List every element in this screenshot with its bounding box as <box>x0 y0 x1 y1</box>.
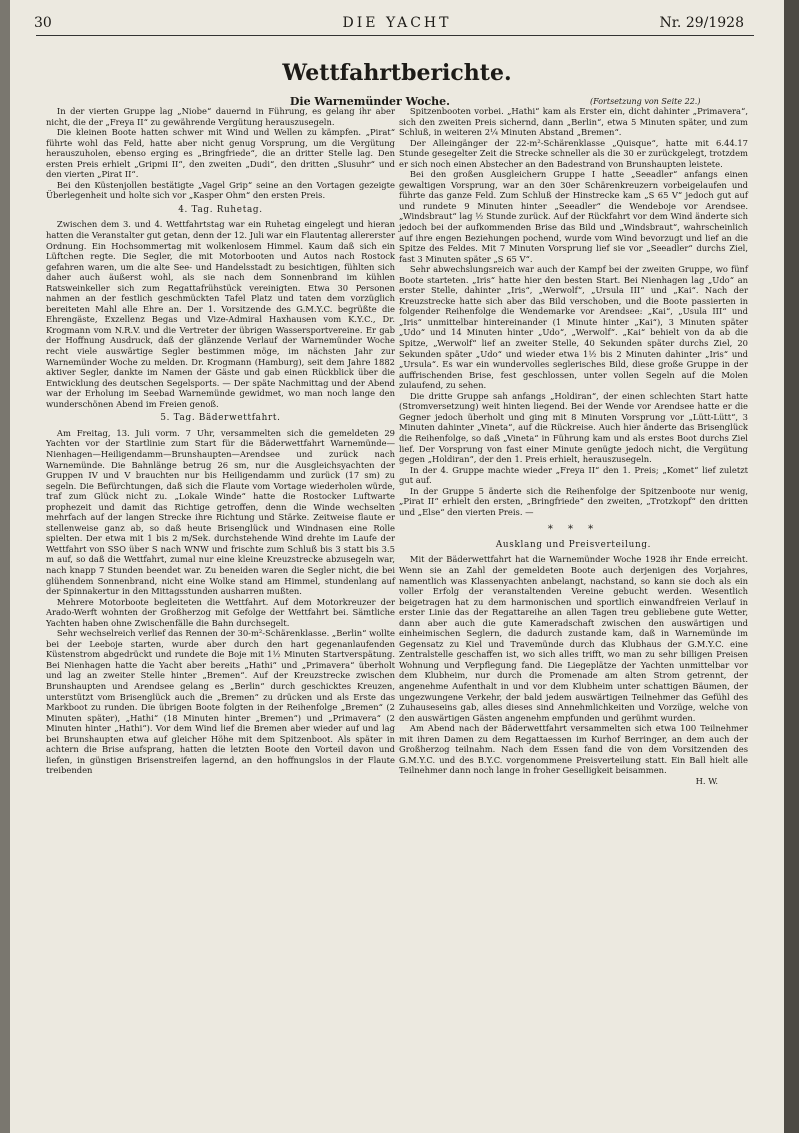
paragraph: Spitzenbooten vorbei. „Hathi“ kam als Erster ein, dicht dahinter „Primavera“, sich den zweiten Preis sichernd, dann „Berlin“, etwa 5 Minuten später, und zum Schluß, in weiteren 2¼ Minuten Abstand „Bremen“. <box>399 106 748 138</box>
issue-number: Nr. 29/1928 <box>659 15 744 31</box>
left-column <box>46 106 395 776</box>
paragraph: Am Freitag, 13. Juli vorm. 7 Uhr, versammelten sich die gemeldeten 29 Yachten vor der Startlinie zum Start für die Bäderwettfahrt Warnemünde—Nienhagen—Heiligendamm—Brunshaupten—Arendsee und zurück nach Warnemünde. Die Bahnlänge betrug 26 sm, nur die Ausgleichsyachten der Gruppen IV und V brauchten nur bis Heiligendamm und zurück (17 sm) zu segeln. Die Befürchtungen, daß sich die Flaute vom Vortage wiederholen würde, traf zum Glück nicht zu. „Lokale Winde“ hatte die Rostocker Luftwarte prophezeit und damit das Richtige getroffen, denn die Winde wechselten mehrfach auf der langen Strecke ihre Richtung und Stärke. Zeitweise flaute er stellenweise ganz ab, so daß heute Brisenglück und Windnasen eine Rolle spielten. Der etwa mit 1 bis 2 m/Sek. durchstehende Wind drehte im Laufe der Wettfahrt von SSO über S nach WNW und frischte zum Schluß bis 3 statt bis 3.5 m auf, so daß die Wettfahrt, zumal nur eine kleine Kreuzstrecke abzusegeln war, nach knapp 7 Stunden beendet war. Zu beneiden waren die Segler nicht, die bei glühendem Sonnenbrand, nicht eine Wolke stand am Himmel, stundenlang auf der Spinnakertur in den Mittagsstunden ausharren mußten. <box>46 427 395 597</box>
paragraph: Mit der Bäderwettfahrt hat die Warnemünder Woche 1928 ihr Ende erreicht. Wenn sie an Zahl der gemeldeten Boote auch derjenigen des Vorjahres, namentlich was Klassenyachten anbelangt, nachstand, so kann sie doch als ein voller Erfolg der veranstaltenden Vereine gebucht werden. Wesentlich beigetragen hat zu dem harmonischen und sportlich einwandfreien Verlauf in erster Linie das der Regattareihe an allen Tagen treu gebliebene gute Wetter, dann aber auch die gute Kameradschaft zwischen den auswärtigen und einheimischen Seglern, die dadurch zustande kam, daß in Warnemünde im Gegensatz zu Kiel und Travemünde durch das Klubhaus der G.M.Y.C. eine Zentralstelle geschaffen ist, wo sich alles trifft, wo man zu sehr billigen Preisen Wohnung und Verpflegung fand. Die Liegeplätze der Yachten unmittelbar vor dem Klubheim, nur durch die Promenade am alten Strom getrennt, der angenehme Aufenthalt in und vor dem Klubheim unter schattigen Bäumen, der ungezwungene Verkehr, der bald jedem auswärtigen Teilnehmer das Gefühl des Zuhauseseins gab, alles dieses sind Annehmlichkeiten und Vorzüge, welche von den auswärtigen Gästen angenehm empfunden und gerühmt wurden. <box>399 554 748 723</box>
paragraph: In der 4. Gruppe machte wieder „Freya II“ den 1. Preis; „Komet“ lief zuletzt gut auf. <box>399 464 748 486</box>
paragraph: Bei den Küstenjollen bestätigte „Vagel Grip“ seine an den Vortagen gezeigte Überlegenheit und holte sich vor „Kasper Ohm“ den ersten Preis. <box>46 179 395 201</box>
paragraph: Der Alleingänger der 22-m²-Schärenklasse „Quisque“, hatte mit 6.44.17 Stunde gesegelter Zeit die Strecke schneller als die 30 er zurückgelegt, trotzdem er sich noch einen Abstecher an den Badestrand von Brunshaupten leistete. <box>399 137 748 169</box>
paragraph: Bei den großen Ausgleichern Gruppe I hatte „Seeadler“ anfangs einen gewaltigen Vorsprung, war an den 30er Schärenkreuzern vorbeigelaufen und führte das ganze Feld. Zum Schluß der Hinstrecke kam „S 65 V“ jedoch gut auf und rundete 9 Minuten hinter „Seeadler“ die Wendeboje vor Arendsee. „Windsbraut“ lag ½ Stunde zurück. Auf der Rückfahrt vor dem Wind änderte sich jedoch bei der aufkommenden Brise das Bild und „Windsbraut“, wahrscheinlich auf ihre engen Beziehungen pochend, wurde vom Wind bevorzugt und lief an die Spitze des Feldes. Mit 7 Minuten Vorsprung lief sie vor „Seeadler“ durchs Ziel, fast 3 Minuten später „S 65 V“. <box>399 169 748 264</box>
section-heading: Ausklang und Preisverteilung. <box>495 539 652 550</box>
paragraph: Mehrere Motorboote begleiteten die Wettfahrt. Auf dem Motorkreuzer der Arado-Werft wohnten der Großherzog mit Gefolge der Wettfahrt bei. Sämtliche Yachten haben ohne Zwischenfälle die Bahn durchsegelt. <box>46 596 395 628</box>
paragraph: Die dritte Gruppe sah anfangs „Holdiran“, der einen schlechten Start hatte (Stromversetzung) weit hinten liegend. Bei der Wende vor Arendsee hatte er die Gegner jedoch überholt und ging mit 8 Minuten Vorsprung vor „Lütt-Lütt“, 3 Minuten dahinter „Vineta“, auf die Rückreise. Auch hier änderte das Brisenglück die Reihenfolge, so daß „Vineta“ in Führung kam und als erstes Boot durchs Ziel lief. Der Vorsprung von fast einer Minute genügte jedoch nicht, die Vergütung gegen „Holdiran“, der den 1. Preis erhielt, herauszusegeln. <box>399 390 748 465</box>
section-heading: 4. Tag. Ruhetag. <box>178 204 263 215</box>
paragraph: In der vierten Gruppe lag „Niobe“ dauernd in Führung, es gelang ihr aber nicht, die der „Freya II“ zu gewährende Vergütung herauszusegeln. <box>46 106 395 127</box>
page-edge-shadow <box>784 0 799 1133</box>
continuation-note: (Fortsetzung von Seite 22.) <box>590 97 701 106</box>
paragraph: In der Gruppe 5 änderte sich die Reihenfolge der Spitzenboote nur wenig, „Pirat II“ erhielt den ersten, „Bringfriede“ den zweiten, „Trotzkopf“ den dritten und „Else“ den vierten Preis. — <box>399 485 748 517</box>
article-title: Wettfahrtberichte. <box>282 60 512 86</box>
paragraph: Sehr wechselreich verlief das Rennen der 30-m²-Schärenklasse. „Berlin“ wollte bei der Leeboje starten, wurde aber durch den hart gegenanlaufenden Küstenstrom abgedrückt und rundete die Boje mit 1½ Minuten Startverspätung. Bei Nienhagen hatte die Yacht aber bereits „Hathi“ und „Primavera“ überholt und lag an zweiter Stelle hinter „Bremen“. Auf der Kreuzstrecke zwischen Brunshaupten und Arendsee gelang es „Berlin“ durch geschicktes Kreuzen, unterstützt vom Brisenglück auch die „Bremen“ zu drücken und als Erste das Markboot zu runden. Die übrigen Boote folgten in der Reihenfolge „Bremen“ (2 Minuten später), „Hathi“ (18 Minuten hinter „Bremen“) und „Primavera“ (2 Minuten hinter „Hathi“). Vor dem Wind lief die Bremen aber wieder auf und lag bei Brunshaupten etwa auf gleicher Höhe mit dem Spitzenboot. Als später in achtern die Brise aufsprang, hatten die letzten Boote den Vorteil davon und liefen, in günstigen Brisenstreifen lagernd, an den hoffnungslos in der Flaute treibenden <box>46 628 395 776</box>
section-heading: 5. Tag. Bäderwettfahrt. <box>160 413 281 424</box>
paragraph: Die kleinen Boote hatten schwer mit Wind und Wellen zu kämpfen. „Pirat“ führte wohl das Feld, hatte aber nicht genug Vorsprung, um die Vergütung herauszuholen, ebenso erging es „Bringfriede“, die an dritter Stelle lag. Den ersten Preis erhielt „Gripmi II“, den zweiten „Dudi“, den dritten „Slusuhr“ und den vierten „Pirat II“. <box>46 127 395 180</box>
right-column <box>399 106 748 786</box>
page-number: 30 <box>34 15 52 31</box>
article-subtitle: Die Warnemünder Woche. <box>289 95 450 108</box>
magazine-page <box>10 0 784 1133</box>
author-signature: H. W. <box>695 775 718 786</box>
magazine-name: DIE YACHT <box>342 15 452 31</box>
section-divider-stars: * * * <box>547 524 600 536</box>
paragraph: Sehr abwechslungsreich war auch der Kampf bei der zweiten Gruppe, wo fünf Boote starteten. „Iris“ hatte hier den besten Start. Bei Nienhagen lag „Udo“ an erster Stelle, dahinter „Iris“, „Werwolf“, „Ursula III“ und „Kai“. Nach der Kreuzstrecke hatte sich aber das Bild verschoben, und die Boote passierten in folgender Reihenfolge die Wendemarke vor Arendsee: „Kai“, „Usula III“ und „Iris“ unmittelbar hintereinander (1 Minute hinter „Kai“), 3 Minuten später „Udo“ und 14 Minuten hinter „Udo“, „Werwolf“. „Kai“ behielt von da ab die Spitze, „Werwolf“ lief an zweiter Stelle, 40 Sekunden später durchs Ziel, 20 Sekunden später „Udo“ und wieder etwa 1½ bis 2 Minuten dahinter „Iris“ und „Ursula“. Es war ein wundervolles seglerisches Bild, diese große Gruppe in der auffrischenden Brise, fest geschlossen, unter vollen Segeln auf die Molen zulaufend, zu sehen. <box>399 264 748 391</box>
header-rule <box>36 35 754 36</box>
paragraph: Am Abend nach der Bäderwettfahrt versammelten sich etwa 100 Teilnehmer mit ihren Damen zu dem Regattaessen im Kurhof Berringer, an dem auch der Großherzog teilnahm. Nach dem Essen fand die von dem Vorsitzenden des G.M.Y.C. und des B.Y.C. vorgenommene Preisverteilung statt. Ein Ball hielt alle Teilnehmer dann noch lange in froher Geselligkeit beisammen. <box>399 723 748 776</box>
paragraph: Zwischen dem 3. und 4. Wettfahrtstag war ein Ruhetag eingelegt und hieran hatten die Veranstalter gut getan, denn der 12. Juli war ein Flautentag allererster Ordnung. Ein Hochsommertag mit wolkenlosem Himmel. Kaum daß sich ein Lüftchen regte. Die Segler, die mit Motorbooten und Autos nach Rostock gefahren waren, um die alte See- und Handelsstadt zu besichtigen, fühlten sich daher auch äußerst wohl, als sie nach dem Sonnenbrand im kühlen Ratsweinkeller sich zum Regattafrühstück vereinigten. Etwa 30 Personen nahmen an der festlich geschmückten Tafel Platz und taten dem vorzüglich bereiteten Mahl alle Ehre an. Der 1. Vorsitzende des G.M.Y.C. begrüßte die Ehrengäste, Exzellenz Begas und Vize-Admiral Haxhausen vom K.Y.C., Dr. Krogmann vom N.R.V. und die Vertreter der übrigen Wassersportvereine. Er gab der Hoffnung Ausdruck, daß der glänzende Verlauf der Warnemünder Woche recht viele auswärtige Segler bestimmen möge, im nächsten Jahr zur Warnemünder Woche zu melden. Dr. Krogmann (Hamburg), seit dem Jahre 1882 aktiver Segler, dankte im Namen der Gäste und gab einen Rückblick über die Entwicklung des deutschen Segelsports. — Der späte Nachmittag und der Abend war der Erholung im Seebad Warnemünde gewidmet, wo man noch lange den wunderschönen Abend im Freien genoß. <box>46 219 395 409</box>
